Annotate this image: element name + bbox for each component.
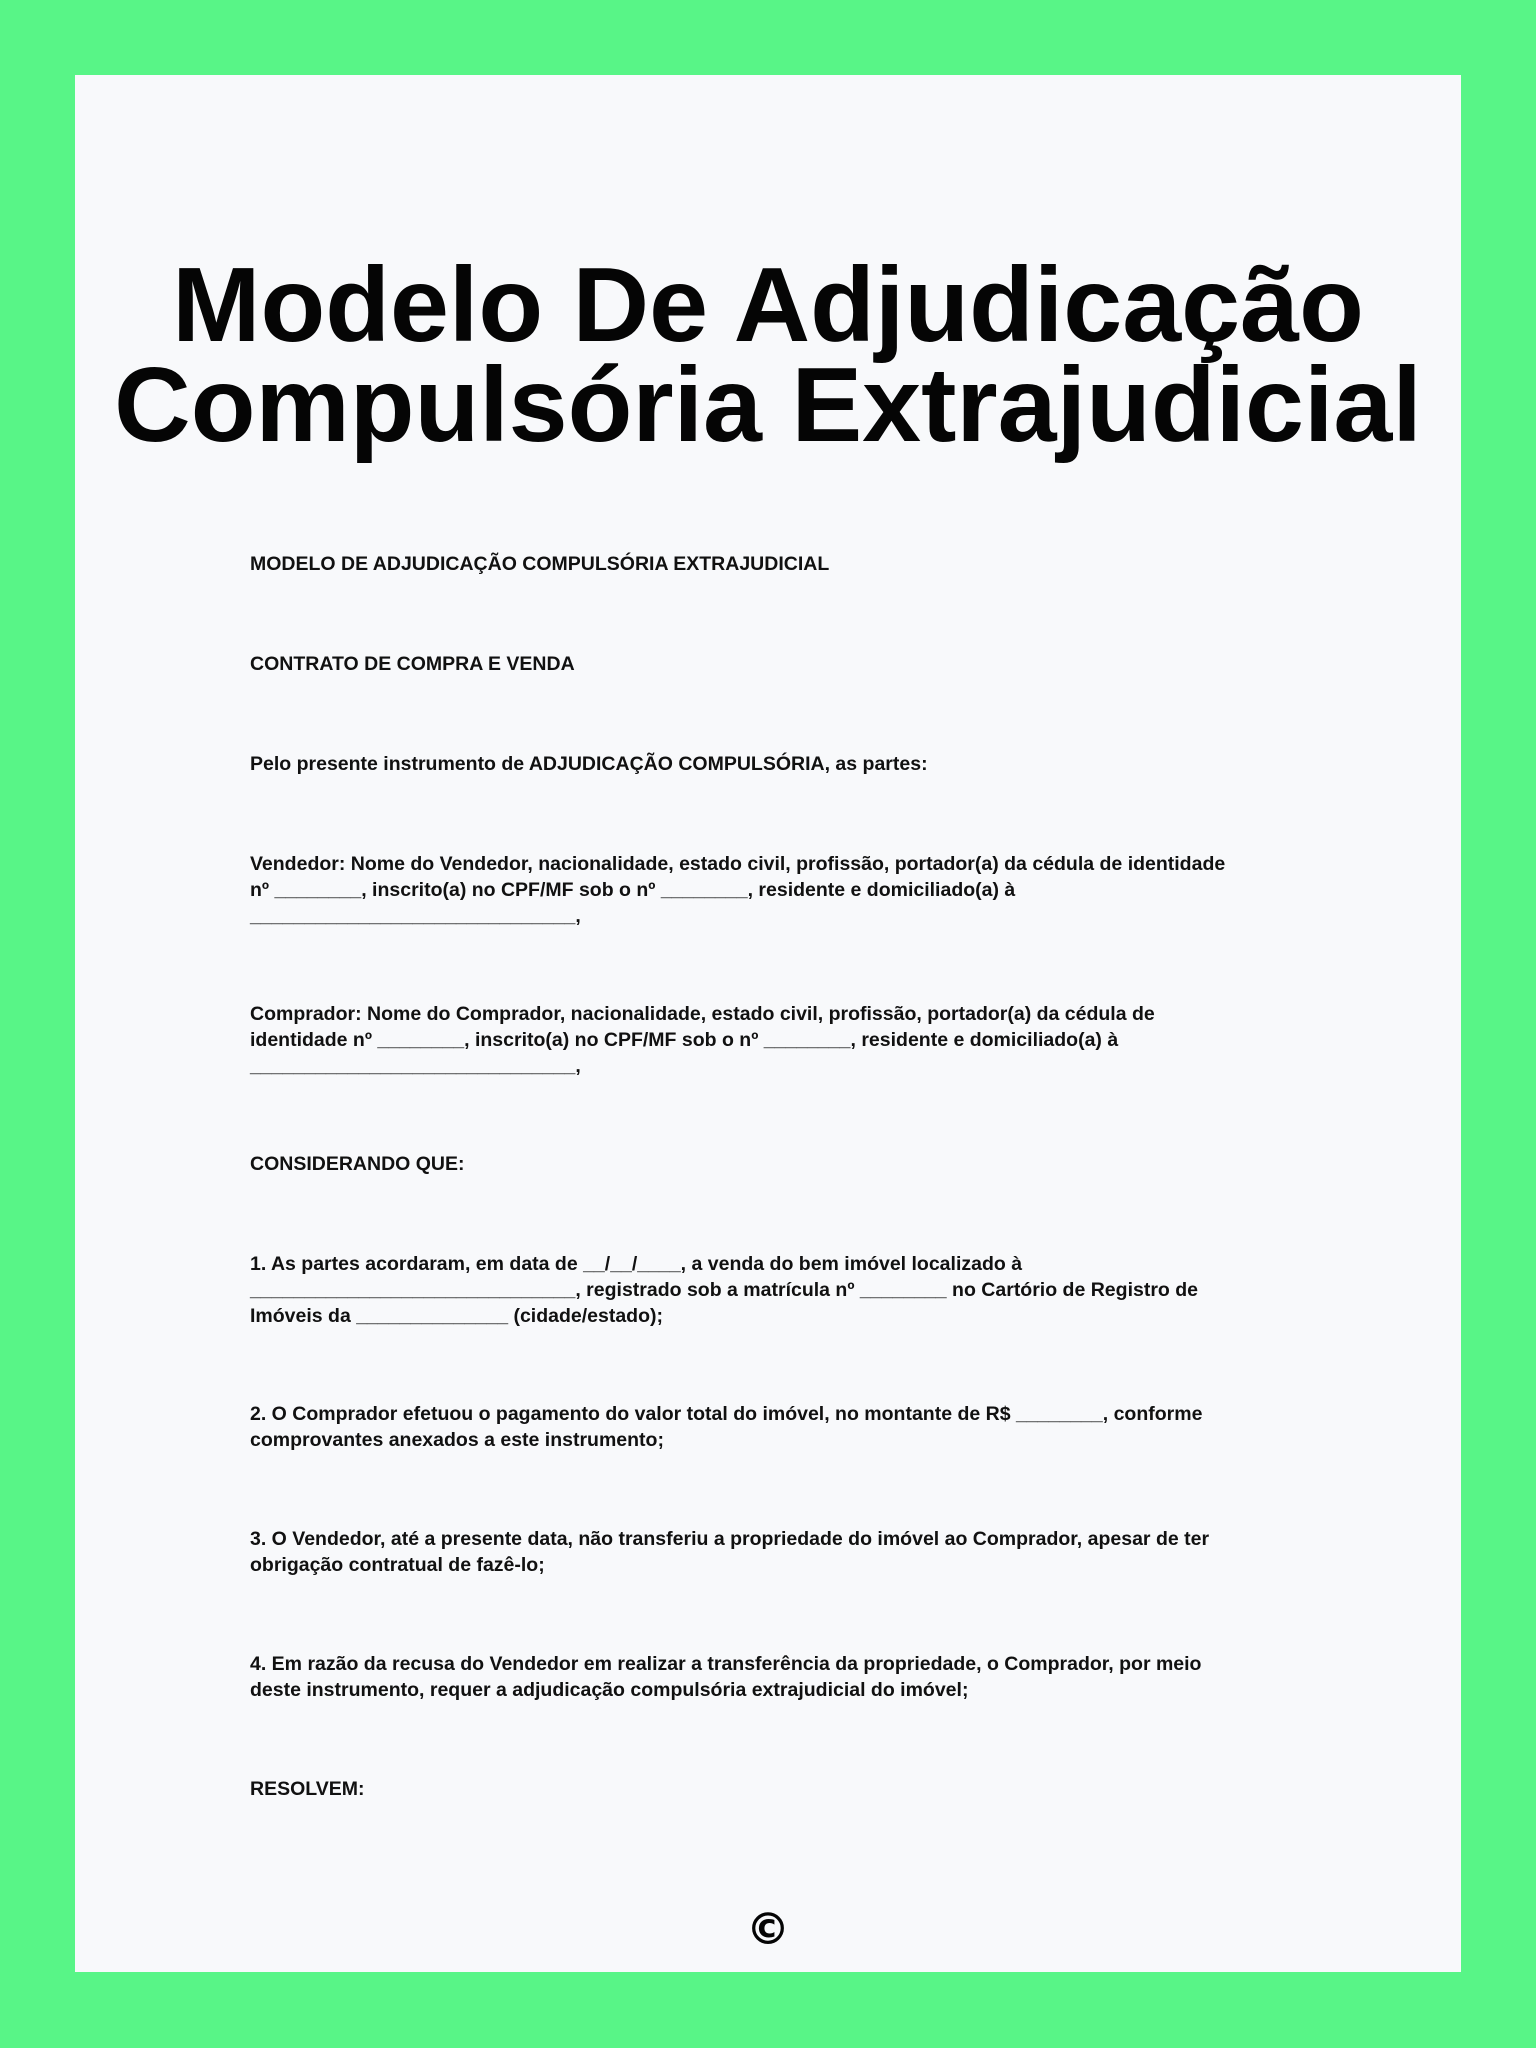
paragraph-line: Imóveis da ______________ (cidade/estado);: [250, 1305, 663, 1327]
paragraph-line: ______________________________,: [250, 905, 581, 927]
paragraph-contract-type: [250, 651, 1350, 677]
paragraph-line: deste instrumento, requer a adjudicação compulsória extrajudicial do imóvel;: [250, 1679, 969, 1701]
paragraph-line: 3. O Vendedor, até a presente data, não transferiu a propriedade do imóvel ao Comprador, apesar de ter: [250, 1528, 1210, 1550]
paragraph-line: 1. As partes acordaram, em data de __/__/____, a venda do bem imóvel localizado à: [250, 1253, 1023, 1275]
paragraph-line: ______________________________,: [250, 1055, 581, 1077]
paragraph-line: CONSIDERANDO QUE:: [250, 1153, 465, 1175]
paragraph-line: nº ________, inscrito(a) no CPF/MF sob o nº ________, residente e domiciliado(a) à: [250, 879, 1016, 901]
paragraph-line: comprovantes anexados a este instrumento;: [250, 1429, 664, 1451]
paragraph-line: Comprador: Nome do Comprador, nacionalidade, estado civil, profissão, portador(a) da cédula de: [250, 1003, 1155, 1025]
paragraph-seller: [250, 851, 1350, 929]
document-title: [75, 246, 1461, 464]
paragraph-clause-2: [250, 1401, 1350, 1453]
title-line-2: Compulsória Extrajudicial: [114, 346, 1422, 464]
paragraph-line: obrigação contratual de fazê-lo;: [250, 1554, 545, 1576]
paragraph-line: identidade nº ________, inscrito(a) no CPF/MF sob o nº ________, residente e domiciliado(a) à: [250, 1029, 1119, 1051]
paragraph-line: 2. O Comprador efetuou o pagamento do valor total do imóvel, no montante de R$ ________, conforme: [250, 1403, 1203, 1425]
paragraph-line: 4. Em razão da recusa do Vendedor em realizar a transferência da propriedade, o Comprador, por meio: [250, 1653, 1202, 1675]
copyright-icon: ©: [746, 1904, 790, 1955]
paragraph-line: ______________________________, registrado sob a matrícula nº ________ no Cartório de Registro de: [250, 1279, 1198, 1301]
paragraph-clause-4: [250, 1651, 1350, 1703]
paragraph-resolve: [250, 1776, 1350, 1802]
paragraph-heading: [250, 551, 1350, 577]
document-page: [75, 75, 1461, 1972]
paragraph-line: MODELO DE ADJUDICAÇÃO COMPULSÓRIA EXTRAJUDICIAL: [250, 553, 830, 575]
paragraph-clause-3: [250, 1526, 1350, 1578]
paragraph-line: Vendedor: Nome do Vendedor, nacionalidade, estado civil, profissão, portador(a) da cédula de identidade: [250, 853, 1226, 875]
paragraph-line: Pelo presente instrumento de ADJUDICAÇÃO COMPULSÓRIA, as partes:: [250, 753, 928, 775]
paragraph-considering: [250, 1151, 1350, 1177]
paragraph-line: CONTRATO DE COMPRA E VENDA: [250, 653, 575, 675]
paragraph-buyer: [250, 1001, 1350, 1079]
paragraph-clause-1: [250, 1251, 1350, 1329]
paragraph-intro: [250, 751, 1350, 777]
title-line-1: Modelo De Adjudicação: [172, 246, 1364, 364]
paragraph-line: RESOLVEM:: [250, 1778, 365, 1800]
